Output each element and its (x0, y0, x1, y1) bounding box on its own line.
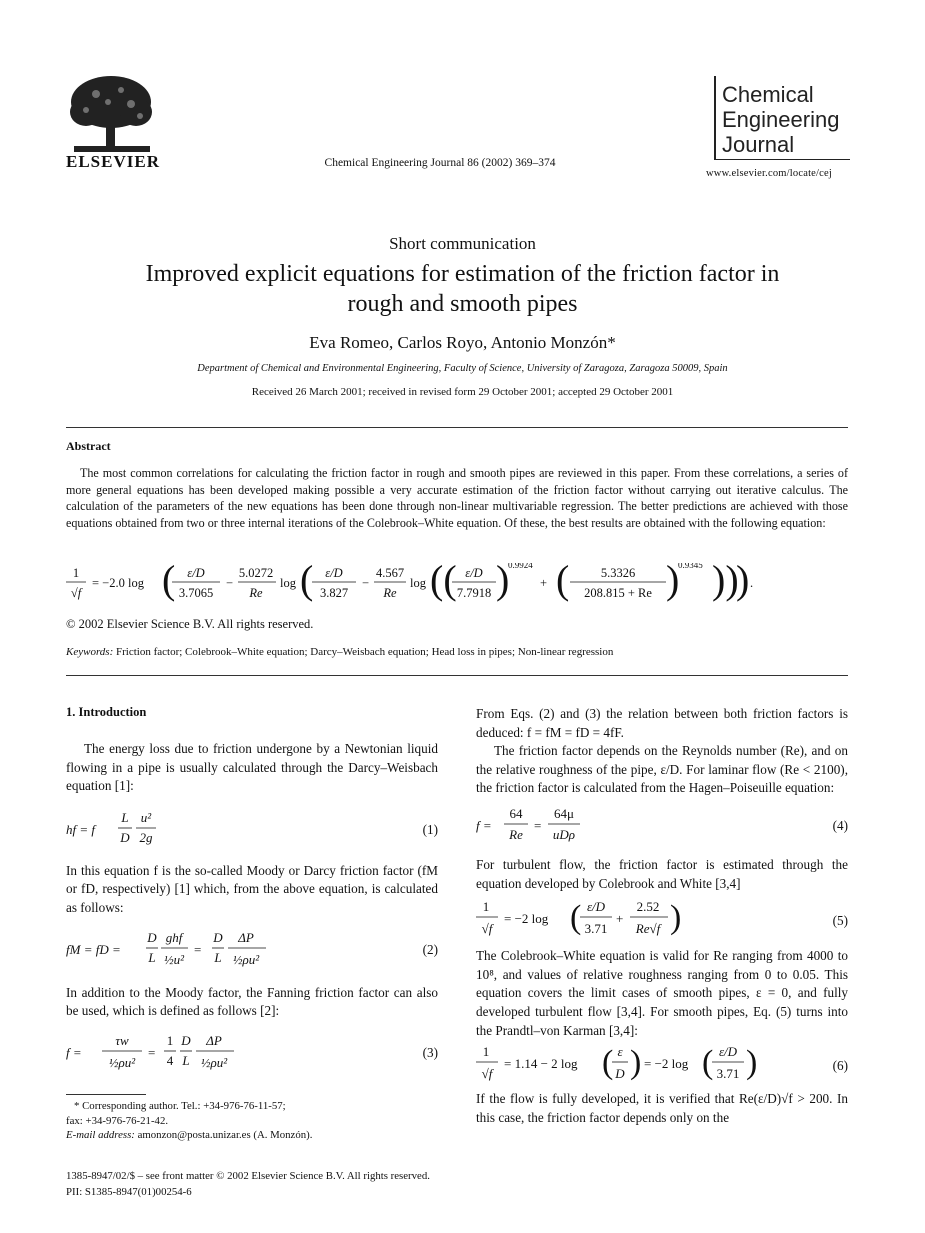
eq-t1-den: 3.7065 (178, 586, 214, 600)
eq6-lhs-num: 1 (482, 1044, 490, 1060)
eq6-a-num: ε (617, 1044, 623, 1060)
eq4-a-den: Re (509, 826, 523, 842)
equation-6 (476, 1042, 848, 1088)
eq5-lhs-num: 1 (482, 899, 490, 915)
eq6-mid2: = −2 log (644, 1056, 689, 1072)
svg-text:.: . (750, 576, 754, 590)
eq3-mid: = (148, 1044, 156, 1060)
elsevier-tree-logo (66, 72, 156, 154)
eq-t6-den: 208.815 + Re (584, 586, 652, 600)
eq2-d-num: ΔP (238, 929, 254, 945)
eq3-b-den: 4 (166, 1052, 174, 1068)
intro-paragraph-2: In this equation f is the so-called Moody or Darcy friction factor (fM or fD, respectively) [1] which, from the above equation, is calculated as follows: (66, 862, 438, 915)
eq4-a-num: 64 (509, 805, 523, 821)
pii-line: PII: S1385-8947(01)00254-6 (66, 1186, 192, 1198)
eq2-number: (2) (422, 941, 438, 957)
eq3-a-num: τw (115, 1032, 129, 1048)
eq1-number: (1) (422, 821, 438, 837)
left-column (66, 705, 438, 1077)
eq-exp1: 0.9924 (508, 563, 533, 570)
svg-text:(: ( (570, 899, 582, 937)
eq-t4-num: 4.567 (375, 566, 405, 580)
eq3-c-num: D (181, 1032, 191, 1048)
eq1-a-den: D (120, 829, 130, 845)
eq-t2-den: Re (249, 586, 263, 600)
received-dates: Received 26 March 2001; received in revised form 29 October 2001; accepted 29 October 2001 (251, 386, 674, 398)
svg-text:(: ( (162, 563, 176, 602)
right-paragraph-3: For turbulent flow, the friction factor is estimated through the equation developed by Colebrook and White [3,4] (476, 856, 848, 891)
eq3-d-den: ½ρu² (200, 1054, 228, 1070)
svg-text:(: ( (556, 563, 570, 602)
eq6-b-num: ε/D (718, 1044, 738, 1060)
right-column (476, 705, 848, 1127)
eq-lhs-den: √f (70, 586, 82, 600)
eq6-mid: = 1.14 − 2 log (504, 1056, 578, 1072)
eq5-mid: = −2 log (504, 911, 549, 927)
eq4-mid: = (534, 817, 542, 833)
eq3-number: (3) (422, 1044, 438, 1060)
intro-heading: 1. Introduction (66, 705, 147, 719)
journal-citation: Chemical Engineering Journal 86 (2002) 369–374 (324, 157, 556, 169)
footnote-email-label: E-mail address: (66, 1129, 135, 1141)
eq5-plus: + (616, 911, 624, 927)
svg-text:): ) (670, 899, 682, 937)
eq4-b-num: 64μ (554, 805, 574, 821)
right-paragraph-5: If the flow is fully developed, it is verified that Re(ε/D)√f > 200. In this case, the friction factor depends only on the (476, 1091, 848, 1125)
eq5-a-num: ε/D (586, 899, 606, 915)
eq-plus: + (540, 576, 548, 590)
eq2-mid: = (194, 941, 202, 957)
equation-4 (476, 804, 848, 848)
eq5-a-den: 3.71 (584, 921, 608, 937)
eq-t1-num: ε/D (187, 566, 205, 580)
eq-t2-num: 5.0272 (238, 566, 274, 580)
abstract-copyright: © 2002 Elsevier Science B.V. All rights reserved. (66, 617, 314, 631)
eq5-b-num: 2.52 (636, 899, 660, 915)
footnote-rule (66, 1094, 146, 1095)
authors: Eva Romeo, Carlos Royo, Antonio Monzón* (309, 333, 616, 352)
front-matter-info (66, 1168, 430, 1200)
equation-5 (476, 897, 848, 943)
eq5-number: (5) (832, 913, 848, 929)
right-paragraph-1: From Eqs. (2) and (3) the relation between both friction factors is deduced: f = fM = fD = 4fF. (476, 706, 848, 740)
svg-text:((: (( (430, 563, 457, 602)
eq-log1: log (280, 576, 296, 590)
eq3-d-num: ΔP (206, 1032, 222, 1048)
eq5-b-den: Re√f (635, 921, 661, 937)
publisher-name: ELSEVIER (66, 152, 160, 171)
equation-3 (66, 1029, 438, 1077)
eq-t3-num: ε/D (325, 566, 343, 580)
svg-text:): ) (630, 1044, 642, 1082)
eq-t3-den: 3.827 (319, 586, 349, 600)
eq-minus1: − (226, 576, 234, 590)
footnotes (66, 1094, 438, 1143)
eq1-b-den: 2g (139, 829, 153, 845)
issn-line: 1385-8947/02/$ – see front matter © 2002 Elsevier Science B.V. All rights reserved. (66, 1170, 430, 1182)
eq-lhs-num: 1 (72, 566, 80, 580)
eq5-lhs-den: √f (481, 921, 493, 937)
journal-logo-line1: Chemical (722, 82, 814, 107)
intro-paragraph-1: The energy loss due to friction undergone by a Newtonian liquid flowing in a pipe is usually calculated through the Darcy–Weisbach equation [1]: (66, 741, 438, 794)
eq-t5-den: 7.7918 (456, 586, 492, 600)
keywords (66, 646, 613, 658)
journal-logo-line2: Engineering (722, 107, 840, 132)
journal-logo-bar (714, 76, 716, 160)
eq1-lhs: hf = f (66, 821, 95, 837)
footnote-email-line (66, 1128, 438, 1143)
eq3-a-den: ½ρu² (108, 1054, 136, 1070)
eq3-lhs: f = (66, 1044, 82, 1060)
equation-2 (66, 926, 438, 974)
eq-coef: = −2.0 log (92, 576, 144, 590)
eq6-number: (6) (832, 1058, 848, 1074)
eq6-a-den: D (615, 1066, 625, 1082)
eq-exp2: 0.9345 (678, 563, 703, 570)
article-type: Short communication (389, 234, 536, 253)
footnote-corresponding: * Corresponding author. Tel.: +34-976-76-11-57; (74, 1100, 286, 1112)
equation-1 (66, 806, 438, 852)
affiliation: Department of Chemical and Environmental Engineering, Faculty of Science, University of Zaragoza, Zaragoza 50009, Spain (197, 363, 728, 374)
eq2-a-num: D (147, 929, 157, 945)
eq6-b-den: 3.71 (716, 1066, 740, 1082)
eq2-lhs: fM = fD = (66, 941, 121, 957)
footnote-fax: fax: +34-976-76-21-42. (66, 1114, 169, 1127)
svg-text:)): )) (712, 563, 739, 602)
main-equation (66, 563, 848, 605)
eq-t4-den: Re (383, 586, 397, 600)
abstract-heading: Abstract (66, 439, 111, 453)
eq2-b-den: ½u² (163, 951, 185, 967)
eq-t5-num: ε/D (465, 566, 483, 580)
eq2-c-num: D (213, 929, 223, 945)
journal-logo (706, 76, 850, 186)
footnote-email[interactable]: amonzon@posta.unizar.es (A. Monzón). (137, 1129, 313, 1141)
article-title: Improved explicit equations for estimation of the friction factor in rough and smooth pipes (145, 261, 780, 317)
eq2-c-den: L (214, 949, 222, 965)
keywords-list: Friction factor; Colebrook–White equation; Darcy–Weisbach equation; Head loss in pipes; Non-linear regression (116, 646, 614, 658)
svg-text:): ) (666, 563, 680, 602)
eq4-number: (4) (832, 817, 848, 833)
eq1-b-num: u² (140, 809, 152, 825)
journal-logo-line3: Journal (722, 132, 795, 157)
right-paragraph-2: The friction factor depends on the Reynolds number (Re), and on the relative roughness of the pipe, ε/D. For laminar flow (Re < 2100), the friction factor is calculated from the Hagen–Poiseuille equation: (476, 743, 848, 796)
eq2-d-den: ½ρu² (232, 951, 260, 967)
keywords-label: Keywords: (66, 646, 114, 658)
eq-log2: log (410, 576, 426, 590)
svg-text:(: ( (602, 1044, 614, 1082)
eq4-b-den: uDρ (552, 826, 576, 842)
eq6-lhs-den: √f (481, 1066, 493, 1082)
abstract-divider (66, 675, 848, 676)
svg-text:): ) (736, 563, 750, 602)
eq3-b-num: 1 (166, 1032, 174, 1048)
svg-text:(: ( (300, 563, 314, 602)
eq-minus2: − (362, 576, 370, 590)
abstract-text: The most common correlations for calculating the friction factor in rough and smooth pipes are reviewed in this paper. From these correlations, a series of more general equations has been developed making possible a very accurate estimation of the friction factor without carrying out iterative calculus. The calculation of the parameters of the new equations has been done through non-linear multivariable regression. The better predictions are achieved with those equations obtained from two or three internal iterations of the Colebrook–White equation. Of these, the best results are obtained with the following equation: (66, 466, 848, 530)
eq2-b-num: ghf (165, 929, 183, 945)
eq3-c-den: L (182, 1052, 190, 1068)
top-divider (66, 427, 848, 428)
eq2-a-den: L (148, 949, 156, 965)
journal-url[interactable]: www.elsevier.com/locate/cej (706, 168, 833, 179)
eq1-a-num: L (121, 809, 129, 825)
eq4-lhs: f = (476, 817, 492, 833)
svg-text:): ) (746, 1044, 758, 1082)
svg-text:(: ( (702, 1044, 714, 1082)
eq-t6-num: 5.3326 (600, 566, 636, 580)
svg-text:): ) (496, 563, 510, 602)
right-paragraph-4: The Colebrook–White equation is valid for Re ranging from 4000 to 10⁸, and values of relative roughness ranging from 0 to 0.05. This equation covers the limit cases of smooth pipes, ε = 0, and fully developed turbulent flow [3,4]. For smooth pipes, Eq. (5) turns into the Prandtl–von Karman [3,4]: (476, 948, 848, 1038)
intro-paragraph-3: In addition to the Moody factor, the Fanning friction factor can also be used, which is defined as follows [2]: (66, 984, 438, 1019)
